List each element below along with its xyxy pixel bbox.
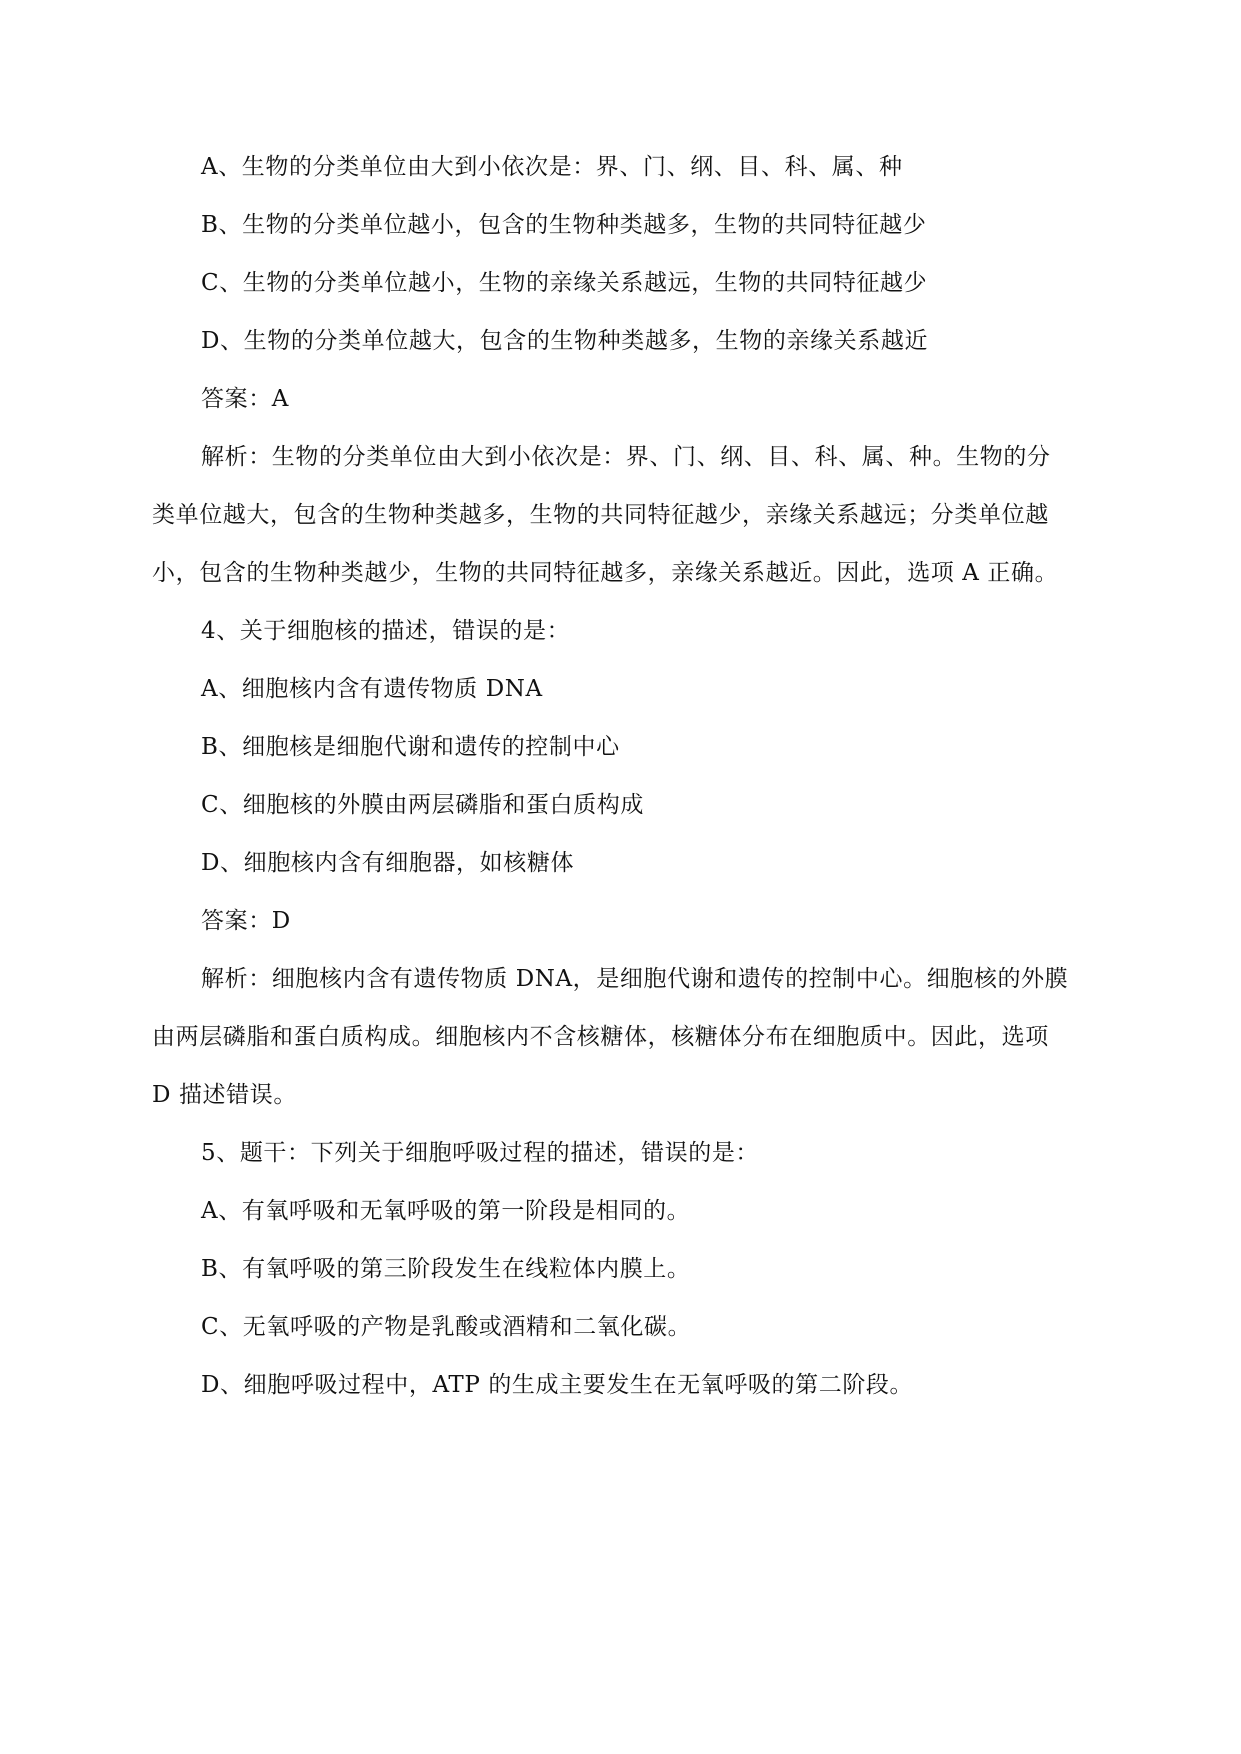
q5-option-d: D、细胞呼吸过程中，ATP 的生成主要发生在无氧呼吸的第二阶段。 [201, 1372, 914, 1398]
q3-analysis-line-1: 解析：生物的分类单位由大到小依次是：界、门、纲、目、科、属、种。生物的分 [201, 444, 1051, 470]
q4-option-a: A、细胞核内含有遗传物质 DNA [201, 676, 543, 702]
q4-analysis-line-2: 由两层磷脂和蛋白质构成。细胞核内不含核糖体，核糖体分布在细胞质中。因此，选项 [152, 1024, 1049, 1050]
q5-option-b: B、有氧呼吸的第三阶段发生在线粒体内膜上。 [201, 1256, 691, 1282]
q4-option-c: C、细胞核的外膜由两层磷脂和蛋白质构成 [201, 792, 644, 818]
q4-analysis-line-3: D 描述错误。 [152, 1082, 297, 1108]
q3-option-a: A、生物的分类单位由大到小依次是：界、门、纲、目、科、属、种 [201, 154, 903, 180]
q3-analysis-line-2: 类单位越大，包含的生物种类越多，生物的共同特征越少，亲缘关系越远；分类单位越 [152, 502, 1049, 528]
q5-option-c: C、无氧呼吸的产物是乳酸或酒精和二氧化碳。 [201, 1314, 692, 1340]
q4-analysis-line-1: 解析：细胞核内含有遗传物质 DNA，是细胞代谢和遗传的控制中心。细胞核的外膜 [201, 966, 1069, 992]
q3-option-d: D、生物的分类单位越大，包含的生物种类越多，生物的亲缘关系越近 [201, 328, 929, 354]
q4-option-b: B、细胞核是细胞代谢和遗传的控制中心 [201, 734, 620, 760]
q3-option-b: B、生物的分类单位越小，包含的生物种类越多，生物的共同特征越少 [201, 212, 927, 238]
q4-stem: 4、关于细胞核的描述，错误的是： [201, 618, 571, 644]
q3-option-c: C、生物的分类单位越小，生物的亲缘关系越远，生物的共同特征越少 [201, 270, 928, 296]
q4-option-d: D、细胞核内含有细胞器，如核糖体 [201, 850, 575, 876]
q3-analysis-line-3: 小，包含的生物种类越少，生物的共同特征越多，亲缘关系越近。因此，选项 A 正确。 [152, 560, 1059, 586]
q5-option-a: A、有氧呼吸和无氧呼吸的第一阶段是相同的。 [201, 1198, 691, 1224]
q4-answer: 答案：D [201, 908, 291, 934]
q5-stem: 5、题干：下列关于细胞呼吸过程的描述，错误的是： [201, 1140, 760, 1166]
q3-answer: 答案：A [201, 386, 290, 412]
